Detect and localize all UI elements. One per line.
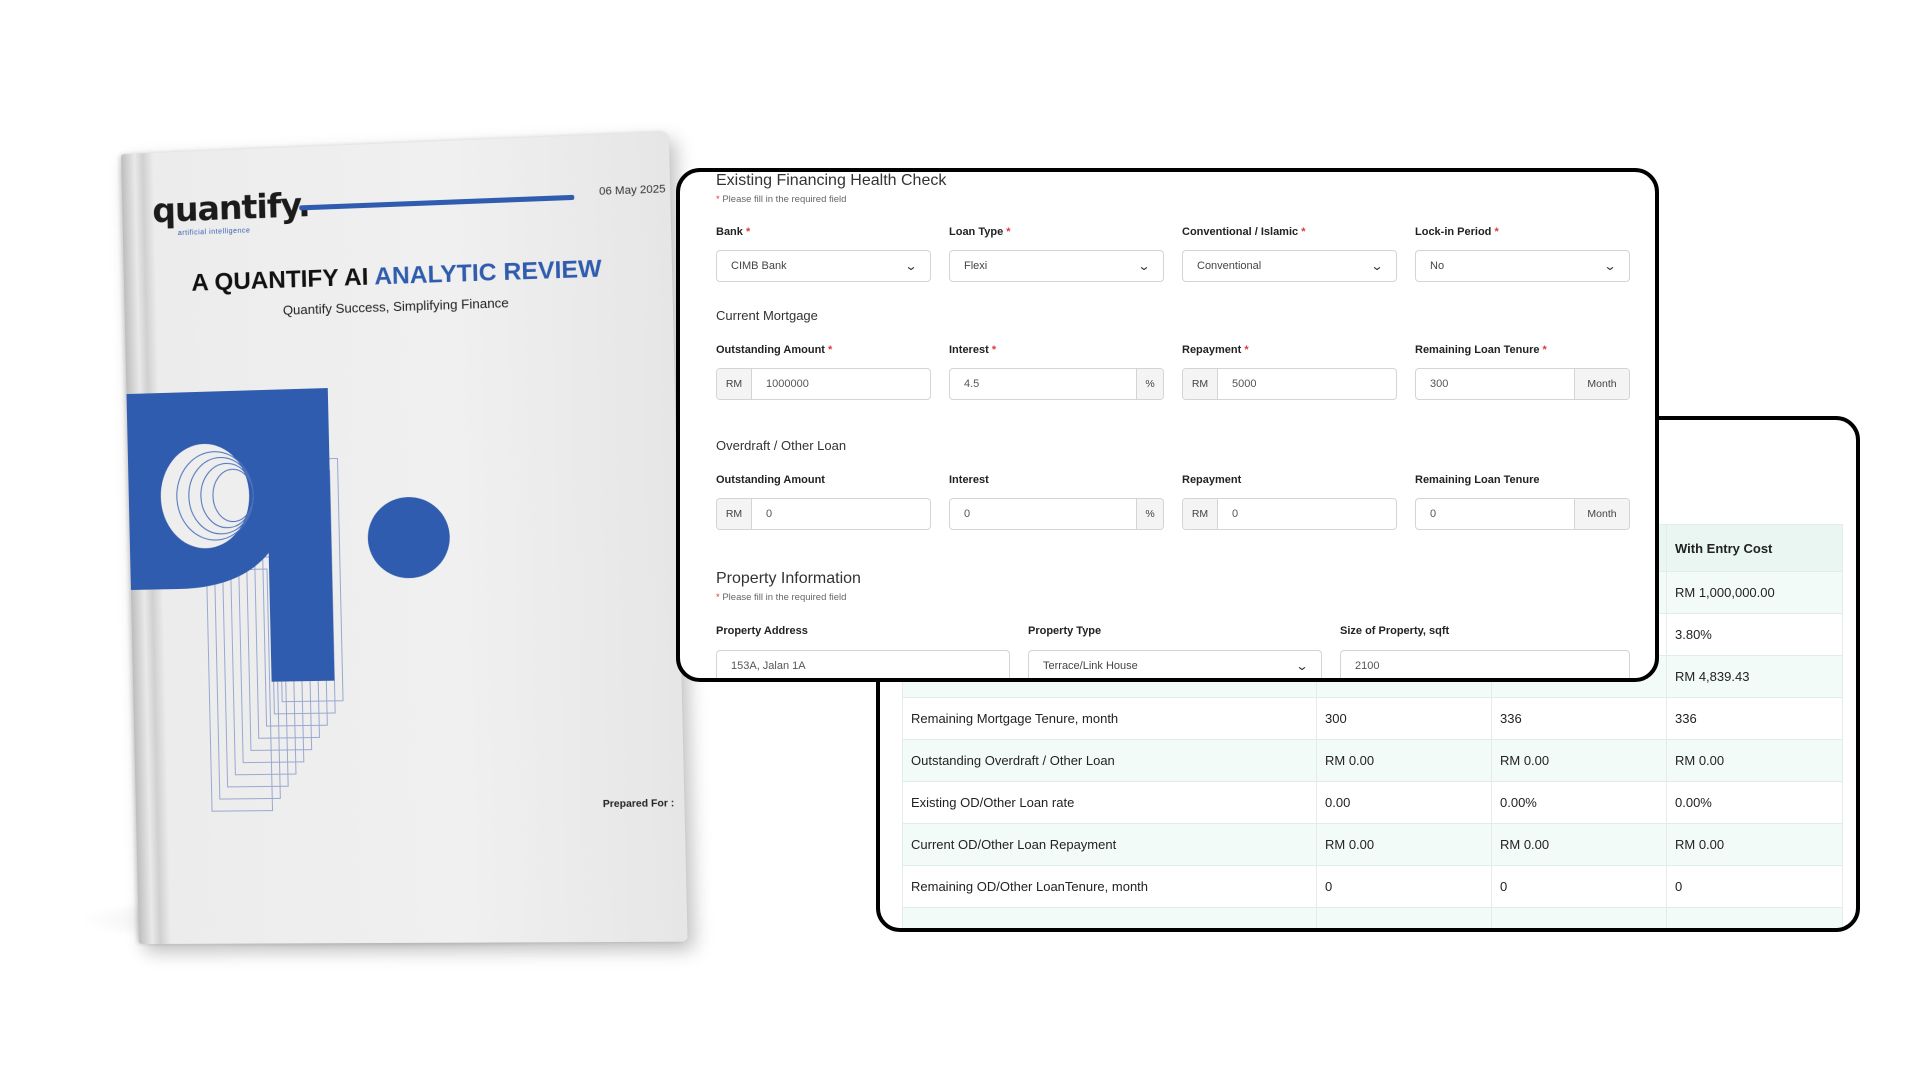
interest-label: Interest * (949, 344, 997, 356)
section-title-property: Property Information (716, 570, 861, 587)
row-cell: 336 (1667, 698, 1843, 740)
bank-select-value: CIMB Bank (731, 260, 787, 272)
row-cell: 3.80% (1667, 614, 1843, 656)
outstanding-amount-label: Outstanding Amount * (716, 344, 833, 356)
row-cell: RM 0.00 (1667, 740, 1843, 782)
header-rule (299, 195, 574, 211)
row-cell: 0.00% (1667, 782, 1843, 824)
lock-in-label: Lock-in Period * (1415, 226, 1499, 238)
mortgage-outstanding-input[interactable]: RM 1000000 (716, 368, 931, 400)
row-cell: RM 0.00 (1492, 824, 1667, 866)
section-title-current-mortgage: Current Mortgage (716, 308, 818, 323)
row-cell: RM 0.00 (1667, 824, 1843, 866)
od-repayment-input[interactable]: RM 0 (1182, 498, 1397, 530)
row-cell: 336 (1492, 698, 1667, 740)
chevron-down-icon: ⌄ (1603, 259, 1617, 273)
table-row-partial (903, 908, 1843, 933)
quantify-logo: quantify. (151, 184, 311, 231)
report-subtitle: Quantify Success, Simplifying Finance (282, 295, 509, 318)
od-interest-label: Interest (949, 474, 989, 486)
od-interest-input[interactable]: 0 % (949, 498, 1164, 530)
property-address-label: Property Address (716, 625, 808, 637)
chevron-down-icon: ⌄ (1370, 259, 1384, 273)
row-cell: RM 0.00 (1317, 824, 1492, 866)
table-row (903, 740, 1843, 782)
dot-shape (367, 496, 451, 579)
section-title-overdraft: Overdraft / Other Loan (716, 438, 847, 453)
row-cell: 0.00% (1492, 782, 1667, 824)
report-date: 06 May 2025 (598, 183, 666, 198)
month-suffix: Month (1574, 499, 1629, 529)
bank-select[interactable] (716, 250, 931, 282)
row-label: Current OD/Other Loan Repayment (903, 824, 1317, 866)
mortgage-interest-input[interactable]: 4.5 % (949, 368, 1164, 400)
table-row (903, 866, 1843, 908)
property-type-label: Property Type (1028, 625, 1102, 637)
od-outstanding-label: Outstanding Amount (716, 474, 825, 486)
required-note: * Please fill in the required field (716, 592, 847, 603)
conv-islamic-select[interactable] (1182, 250, 1397, 282)
od-outstanding-input[interactable]: RM 0 (716, 498, 931, 530)
chevron-down-icon: ⌄ (904, 259, 918, 273)
with-entry-cost-header: With Entry Cost (1667, 525, 1843, 572)
row-cell: 0.00 (1317, 782, 1492, 824)
lock-in-select[interactable] (1415, 250, 1630, 282)
percent-suffix: % (1136, 499, 1163, 529)
row-label: Remaining OD/Other LoanTenure, month (903, 866, 1317, 908)
conv-islamic-select-value: Conventional (1197, 260, 1262, 272)
percent-suffix: % (1136, 369, 1163, 399)
table-row (903, 782, 1843, 824)
month-suffix: Month (1574, 369, 1629, 399)
chevron-down-icon: ⌄ (1295, 659, 1309, 673)
bank-label: Bank * (716, 226, 751, 238)
prepared-for-label: Prepared For : (602, 798, 675, 811)
row-label: Existing OD/Other Loan rate (903, 782, 1317, 824)
rm-prefix: RM (1183, 369, 1218, 399)
row-cell: 0 (1492, 866, 1667, 908)
property-type-select[interactable] (1028, 650, 1322, 682)
row-cell: 0 (1317, 866, 1492, 908)
health-check-form-card (676, 168, 1659, 682)
row-label: Remaining Mortgage Tenure, month (903, 698, 1317, 740)
q-logo-artwork (126, 378, 685, 834)
repayment-label: Repayment * (1182, 344, 1249, 356)
tenure-label: Remaining Loan Tenure * (1415, 344, 1547, 356)
row-cell: RM 1,000,000.00 (1667, 572, 1843, 614)
row-label: Outstanding Overdraft / Other Loan (903, 740, 1317, 782)
logo-tagline: artificial intelligence (177, 227, 251, 238)
property-type-value: Terrace/Link House (1043, 660, 1138, 672)
rm-prefix: RM (1183, 499, 1218, 529)
mortgage-repayment-input[interactable]: RM 5000 (1182, 368, 1397, 400)
rm-prefix: RM (717, 499, 752, 529)
report-title-part2: ANALYTIC REVIEW (374, 255, 602, 291)
table-row (903, 824, 1843, 866)
chevron-down-icon: ⌄ (1137, 259, 1151, 273)
property-size-label: Size of Property, sqft (1340, 625, 1450, 637)
row-cell: RM 4,839.43 (1667, 656, 1843, 698)
lock-in-select-value: No (1430, 260, 1445, 272)
row-cell: 0 (1667, 866, 1843, 908)
loan-type-select-value: Flexi (964, 260, 988, 272)
mortgage-tenure-input[interactable]: 300 Month (1415, 368, 1630, 400)
od-repayment-label: Repayment (1182, 474, 1242, 486)
section-title-health-check: Existing Financing Health Check (716, 172, 947, 189)
property-address-input[interactable]: 153A, Jalan 1A (716, 650, 1010, 682)
od-tenure-label: Remaining Loan Tenure (1415, 474, 1540, 486)
rm-prefix: RM (717, 369, 752, 399)
property-size-input[interactable]: 2100 (1340, 650, 1630, 682)
loan-type-label: Loan Type * (949, 226, 1011, 238)
report-book-cover (121, 132, 688, 944)
row-cell: 300 (1317, 698, 1492, 740)
table-row (903, 698, 1843, 740)
od-tenure-input[interactable]: 0 Month (1415, 498, 1630, 530)
required-note: * Please fill in the required field (716, 194, 847, 205)
conv-islamic-label: Conventional / Islamic * (1182, 226, 1306, 238)
row-cell: RM 0.00 (1492, 740, 1667, 782)
row-cell: RM 0.00 (1317, 740, 1492, 782)
report-title-part1: A QUANTIFY AI (191, 263, 369, 297)
loan-type-select[interactable] (949, 250, 1164, 282)
